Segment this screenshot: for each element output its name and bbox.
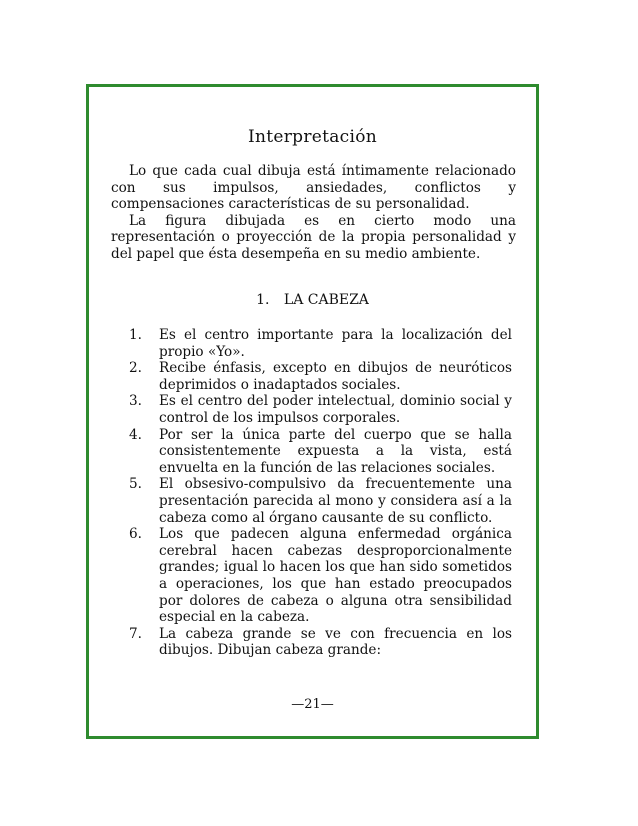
list-item-number: 4.	[129, 426, 142, 443]
list-item-number: 6.	[129, 526, 142, 543]
page-number: —21—	[291, 697, 334, 712]
page-title: Interpretación	[247, 127, 378, 147]
intro-paragraph: Lo que cada cual dibuja está íntimamente relacionado con sus impulsos, ansiedades, conflictos y compensaciones características de su personalidad.	[111, 163, 516, 213]
list-item-text: Es el centro del poder intelectual, dominio social y control de los impulsos corporales.	[159, 393, 512, 426]
list-item-text: Los que padecen alguna enfermedad orgánica cerebral hacen cabezas desproporcionalmente grandes; igual lo hacen los que han sido sometidos a operaciones, los que han estado preocupados por dolores de cabeza o alguna otra sensibilidad especial en la cabeza.	[159, 526, 512, 626]
numbered-list	[129, 327, 512, 659]
section-heading	[89, 292, 536, 308]
list-item	[129, 393, 512, 426]
list-item-text: La cabeza grande se ve con frecuencia en los dibujos. Dibujan cabeza grande:	[159, 625, 512, 659]
list-item-number: 3.	[129, 393, 142, 410]
list-item	[129, 476, 512, 526]
list-item	[129, 427, 512, 477]
list-item-text: El obsesivo-compulsivo da frecuentemente una presentación parecida al mono y considera así a la cabeza como al órgano causante de su conflicto.	[159, 476, 512, 526]
list-item-number: 1.	[129, 327, 142, 343]
list-item	[129, 626, 512, 659]
list-item	[129, 360, 512, 393]
page-frame	[86, 84, 539, 739]
section-title: LA CABEZA	[283, 292, 369, 308]
intro-paragraph: La figura dibujada es en cierto modo una representación o proyección de la propia personalidad y del papel que ésta desempeña en su medio ambiente.	[111, 212, 516, 262]
list-item-number: 7.	[129, 625, 142, 642]
list-item	[129, 327, 512, 360]
section-number: 1.	[256, 292, 270, 308]
list-item-text: Recibe énfasis, excepto en dibujos de neuróticos deprimidos o inadaptados sociales.	[159, 360, 512, 393]
list-item-text: Es el centro importante para la localización del propio «Yo».	[159, 327, 512, 360]
intro-text	[111, 163, 516, 263]
list-item-number: 5.	[129, 476, 142, 493]
list-item-text: Por ser la única parte del cuerpo que se halla consistentemente expuesta a la vista, está envuelta en la función de las relaciones sociales.	[159, 426, 512, 476]
list-item	[129, 526, 512, 626]
list-item-number: 2.	[129, 360, 142, 377]
